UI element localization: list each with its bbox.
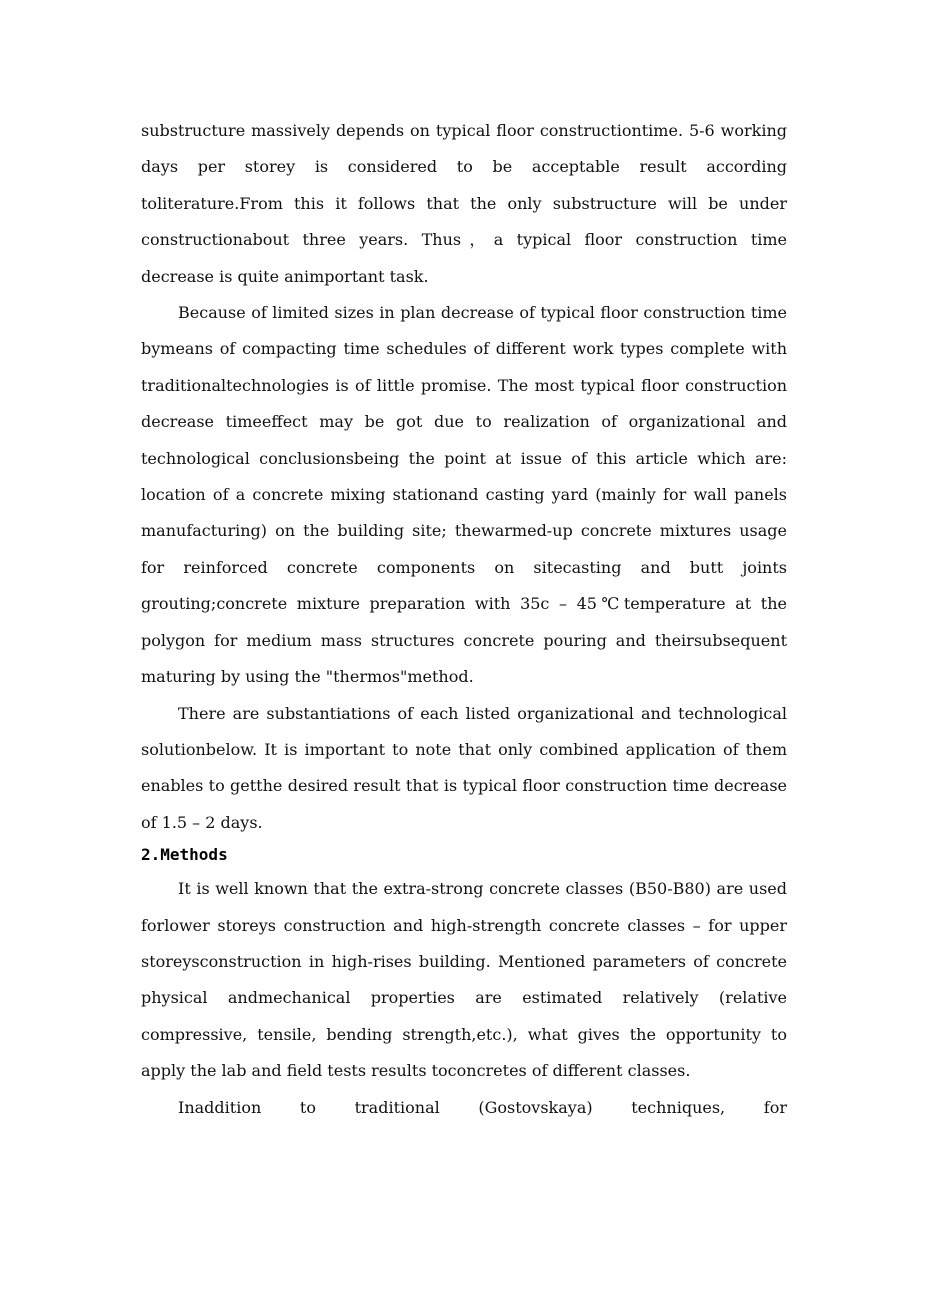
section-heading-methods: 2.Methods — [141, 845, 228, 865]
paragraph-substructure: substructure massively depends on typical floor constructiontime. 5-6 working days per storey is considered to be acceptable result according toliterature.From this it follows that the only substructure will be under constructionabout three years. Thus，a typical floor construction time decrease is quite animportant task. — [141, 121, 787, 286]
paragraph-limited-sizes: Because of limited sizes in plan decrease of typical floor construction time bymeans of compacting time schedules of different work types complete with traditionaltechnologies is of little promise. The most typical floor construction decrease timeeffect may be got due to realization of organizational and technological conclusionsbeing the point at issue of this article which are: location of a concrete mixing stationand casting yard (mainly for wall panels manufacturing) on the building site; thewarmed-up concrete mixtures usage for reinforced concrete components on sitecasting and butt joints grouting;concrete mixture preparation with 35c – 45℃temperature at the polygon for medium mass structures concrete pouring and theirsubsequent maturing by using the "thermos"method. — [141, 303, 787, 687]
paragraph-in-addition: Inaddition to traditional (Gostovskaya) techniques, for — [178, 1097, 787, 1117]
document-page — [141, 113, 787, 1126]
paragraph-substantiations: There are substantiations of each listed organizational and technological solutionbelow. It is important to note that only combined application of them enables to getthe desired result that is typical floor construction time decrease of 1.5 – 2 days. — [141, 703, 787, 832]
paragraph-concrete-classes: It is well known that the extra-strong concrete classes (B50-B80) are used forlower storeys construction and high-strength concrete classes – for upper storeysconstruction in high-rises building. Mentioned parameters of concrete physical andmechanical properties are estimated relatively (relative compressive, tensile, bending strength,etc.), what gives the opportunity to apply the lab and field tests results toconcretes of different classes. — [141, 879, 787, 1081]
